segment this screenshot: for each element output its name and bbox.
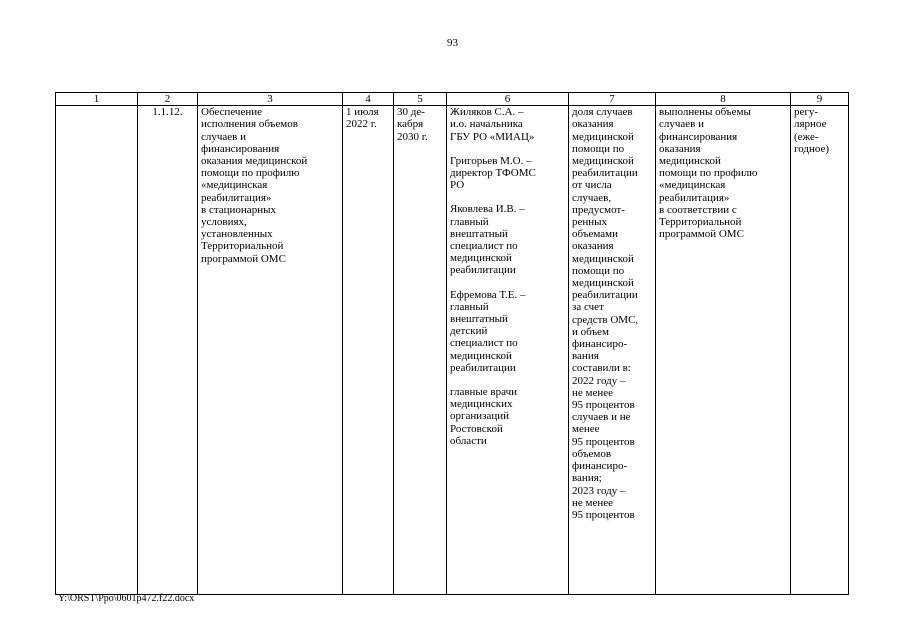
indicator-cell: доля случаев оказания медицинской помощи по медицинской реабилитации от числа случаев, предусмот- ренных объемами оказания медицинской помощи по медицинской реабилитации за счет средств ОМС, и объем финансиро- вания составили в: 2022 году – не менее 95 процентов случаев и не менее 95 процентов объемов финансиро- вания; 2023 году – не менее 95 процентов xyxy=(569,106,656,595)
cell-col-1 xyxy=(56,106,138,595)
responsible-person-2: Григорьев М.О. – директор ТФОМС РО xyxy=(450,154,536,192)
page-number: 93 xyxy=(447,37,458,49)
footer-file-path: Y:\ORST\Ppo\0601p472.f22.docx xyxy=(58,593,195,604)
responsible-persons-cell xyxy=(447,106,569,595)
plan-table xyxy=(55,92,849,595)
start-date-cell: 1 июля 2022 г. xyxy=(343,106,394,595)
header-col-9: 9 xyxy=(791,93,849,106)
periodicity-cell: регу- лярное (еже- годное) xyxy=(791,106,849,595)
measure-name-cell: Обеспечение исполнения объемов случаев и финансирования оказания медицинской помощи по профилю «медицинская реабилитация» в стационарных условиях, установленных Территориальной программой ОМС xyxy=(198,106,343,595)
result-cell: выполнены объемы случаев и финансирования оказания медицинской помощи по профилю «медицинская реабилитация» в соответствии с Территориальной программой ОМС xyxy=(656,106,791,595)
end-date-cell: 30 де- кабря 2030 г. xyxy=(394,106,447,595)
table-row xyxy=(56,106,849,595)
header-col-2: 2 xyxy=(138,93,198,106)
header-col-7: 7 xyxy=(569,93,656,106)
responsible-person-4: Ефремова Т.Е. – главный внештатный детский специалист по медицинской реабилитации xyxy=(450,288,526,374)
header-col-4: 4 xyxy=(343,93,394,106)
header-col-3: 3 xyxy=(198,93,343,106)
header-col-8: 8 xyxy=(656,93,791,106)
header-col-6: 6 xyxy=(447,93,569,106)
header-col-5: 5 xyxy=(394,93,447,106)
header-row xyxy=(56,93,849,106)
responsible-person-3: Яковлева И.В. – главный внештатный специалист по медицинской реабилитации xyxy=(450,203,525,277)
responsible-person-5: главные врачи медицинских организаций Ростовской области xyxy=(450,386,517,447)
responsible-person-1: Жиляков С.А. – и.о. начальника ГБУ РО «МИАЦ» xyxy=(450,106,535,143)
header-col-1: 1 xyxy=(56,93,138,106)
item-number-cell: 1.1.12. xyxy=(138,106,198,595)
